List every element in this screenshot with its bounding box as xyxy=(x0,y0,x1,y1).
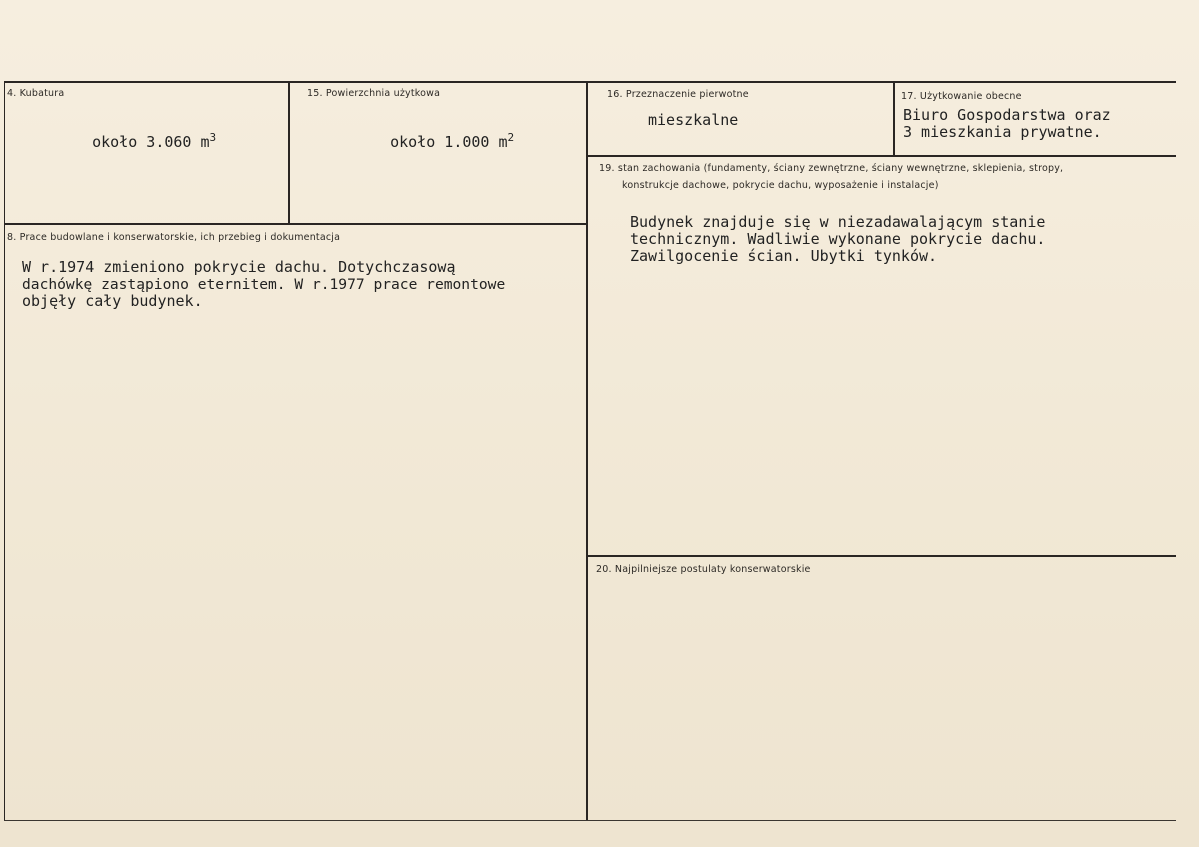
left-rule xyxy=(4,81,5,821)
stan-line-2: technicznym. Wadliwie wykonane pokrycie dachu. xyxy=(630,230,1046,248)
prace-line-1: W r.1974 zmieniono pokrycie dachu. Dotychczasową xyxy=(22,258,456,276)
rule-under-4-15 xyxy=(4,223,588,225)
prace-line-3: objęły cały budynek. xyxy=(22,292,203,310)
divider-v3 xyxy=(893,81,895,155)
stan-line-3: Zawilgocenie ścian. Ubytki tynków. xyxy=(630,247,938,265)
prace-line-2: dachówkę zastąpiono eternitem. W r.1977 prace remontowe xyxy=(22,276,506,293)
powierzchnia-text: około 1.000 m xyxy=(390,133,508,151)
rule-above-20 xyxy=(586,555,1176,557)
kubatura-unit-sup: 3 xyxy=(209,131,217,144)
przeznaczenie-label: 16. Przeznaczenie pierwotne xyxy=(607,89,749,100)
kubatura-value xyxy=(56,117,216,168)
bottom-rule xyxy=(4,820,1176,821)
przeznaczenie-value: mieszkalne xyxy=(648,111,739,129)
kubatura-text: około 3.060 m xyxy=(92,133,210,151)
kubatura-label: 4. Kubatura xyxy=(7,88,65,99)
powierzchnia-unit-sup: 2 xyxy=(507,131,515,144)
divider-v2 xyxy=(586,81,588,821)
stan-label-line-1: 19. stan zachowania (fundamenty, ściany zewnętrzne, ściany wewnętrzne, sklepienia, stropy, xyxy=(599,163,1064,174)
postulaty-label: 20. Najpilniejsze postulaty konserwatorskie xyxy=(596,564,811,575)
uzytkowanie-line-2: 3 mieszkania prywatne. xyxy=(903,123,1102,141)
uzytkowanie-line-1: Biuro Gospodarstwa oraz xyxy=(903,106,1111,124)
powierzchnia-label: 15. Powierzchnia użytkowa xyxy=(307,88,441,99)
powierzchnia-value xyxy=(354,117,514,168)
stan-label-line-2: konstrukcje dachowe, pokrycie dachu, wyposażenie i instalacje) xyxy=(622,180,939,191)
divider-v1 xyxy=(288,81,290,224)
rule-under-16-17 xyxy=(586,155,1176,157)
stan-line-1: Budynek znajduje się w niezadawalającym stanie xyxy=(630,213,1046,231)
uzytkowanie-label: 17. Użytkowanie obecne xyxy=(901,91,1022,102)
top-rule xyxy=(4,81,1176,83)
prace-label: 8. Prace budowlane i konserwatorskie, ich przebieg i dokumentacja xyxy=(7,232,341,243)
